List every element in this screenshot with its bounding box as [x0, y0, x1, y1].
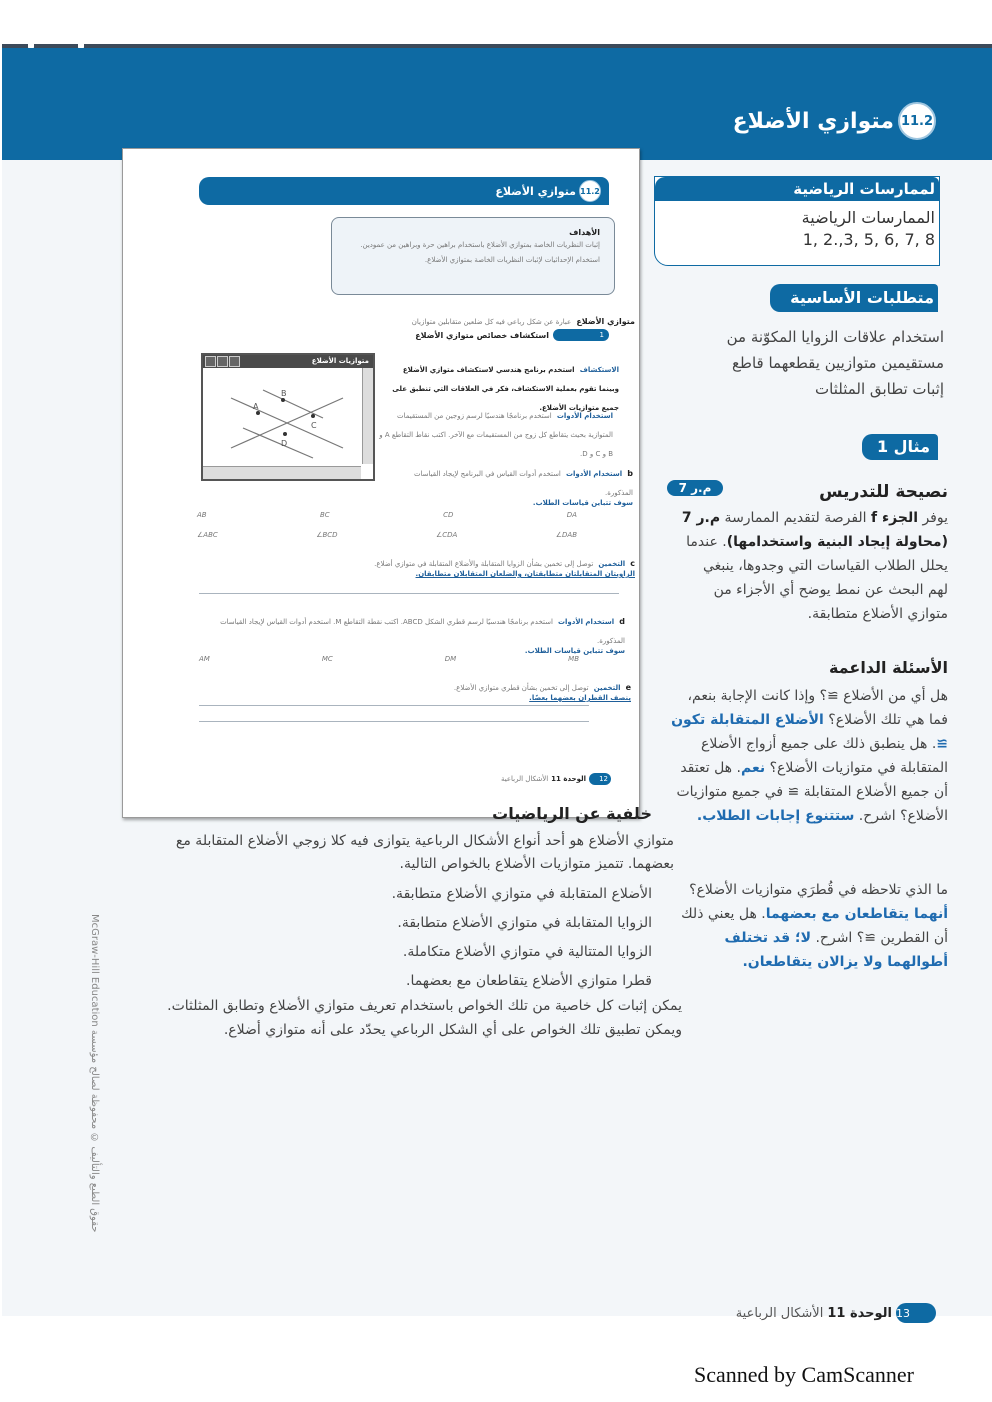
- example-label: مثال 1: [862, 434, 938, 460]
- property-item: الزوايا المتتالية في متوازي الأضلاع متكاملة.: [402, 944, 652, 960]
- embedded-title: متوازي الأضلاع: [495, 184, 576, 198]
- measure-field[interactable]: AM: [199, 655, 210, 663]
- teaching-tip-text: [680, 506, 948, 626]
- property-item: الأضلاع المتقابلة في متوازي الأضلاع متطابقة.: [391, 886, 652, 902]
- embedded-page-number: 12: [589, 773, 611, 785]
- measures-row-diagonals: [199, 655, 579, 663]
- prerequisites-title: متطلبات الأساسية: [770, 284, 938, 312]
- part-d-label: استخدام الأدوات: [557, 618, 615, 626]
- part-e-label: التخمين: [593, 684, 621, 692]
- exploration-text: استخدم برنامج هندسي لاستكشاف متوازي الأضلاع وبينما تقوم بعملية الاستكشاف، فكر في العلاقات التي تنطبق على جميع متوازيات الأضلاع.: [392, 366, 619, 412]
- body-text: . هل ينطبق ذلك على جميع أزواج الأضلاع المتقابلة في متوازيات الأضلاع؟: [700, 736, 948, 776]
- measure-field[interactable]: BC: [320, 511, 330, 519]
- definition: [195, 309, 635, 328]
- bold-text: م.ر 7 (محاولة إيجاد البنية واستخدامها): [681, 510, 948, 550]
- activity-number: 1: [553, 329, 609, 341]
- page-number: 13: [896, 1303, 936, 1323]
- copyright-credit: McGraw-Hill Education حقوق الطبع والتأليف © محفوظة لصالح مؤسسة: [89, 914, 100, 1233]
- part-d-answer: سوف تتباين قياسات الطلاب.: [524, 647, 625, 655]
- part-c: [205, 551, 635, 578]
- prerequisite-item: مستقيمين متوازيين يقطعهما قاطع: [732, 354, 944, 372]
- lesson-number-badge: 11.2: [898, 102, 936, 140]
- parallelogram-diagram: [203, 368, 359, 464]
- measure-field[interactable]: DA: [566, 511, 577, 519]
- embedded-student-page: [122, 148, 640, 818]
- property-item: الزوايا المتقابلة في متوازي الأضلاع متطابقة.: [397, 915, 652, 931]
- measures-row-angles: [197, 531, 577, 539]
- part-e-answer: ينصف القطران بعضهما بعضًا.: [529, 694, 631, 702]
- part-c-letter: c: [630, 559, 635, 568]
- practice-badge: م.ر 7: [667, 480, 723, 496]
- answer-highlight: الأضلاع المتقابلة تكون ≅: [671, 712, 948, 752]
- prerequisite-item: استخدام علاقات الزوايا المكوّنة من: [726, 328, 944, 346]
- answer-line: [199, 705, 589, 706]
- svg-text:C: C: [311, 421, 317, 430]
- prerequisites-list: [684, 324, 944, 402]
- answer-line: [199, 593, 619, 594]
- part-b-letter: b: [627, 469, 633, 478]
- part-b-answer: سوف تتباين قياسات الطلاب.: [532, 499, 633, 507]
- svg-text:D: D: [281, 439, 288, 448]
- unit-label: الوحدة 11: [827, 1305, 892, 1321]
- part-d: [195, 609, 625, 655]
- supporting-questions-title: الأسئلة الداعمة: [828, 658, 948, 677]
- measure-field[interactable]: ∠ABC: [197, 531, 218, 539]
- goal-item: استخدام الإحداثيات لإثبات النظريات الخاصة بمتوازي الأضلاع.: [424, 256, 600, 264]
- part-e-letter: e: [625, 683, 631, 692]
- part-b: [393, 461, 633, 507]
- part-d-text: استخدم برنامجًا هندسيًا لرسم قطري الشكل ABCD. اكتب نقطة التقاطع M. استخدم أدوات القياس لإيجاد القياسات المذكورة.: [220, 618, 625, 645]
- math-background-title: خلفية عن الرياضيات: [492, 804, 652, 823]
- definition-term: متوازي الأضلاع: [576, 317, 635, 326]
- embedded-footer: [501, 773, 611, 785]
- goals-box: [331, 217, 615, 295]
- vertical-scrollbar[interactable]: [362, 368, 373, 464]
- part-c-label: التخمين: [598, 560, 626, 568]
- part-a-text: استخدم برنامجًا هندسيًا لرسم زوجين من المستقيمات المتوازية بحيث يتقاطع كل زوج من المستقيمات مع الآخر. اكتب نقاط التقاطع A و B و C و D.: [379, 412, 613, 458]
- part-b-label: استخدام الأدوات: [565, 470, 623, 478]
- measure-field[interactable]: ∠DAB: [555, 531, 577, 539]
- goals-title: الأهداف: [569, 228, 600, 237]
- answer-line: [199, 721, 589, 722]
- math-practices-box: [654, 176, 940, 266]
- definition-text: عبارة عن شكل رباعي فيه كل ضلعين متقابلين متوازيان: [411, 318, 572, 326]
- part-b-text: استخدم أدوات القياس في البرنامج لإيجاد القياسات المذكورة.: [413, 470, 633, 497]
- measure-field[interactable]: MB: [568, 655, 579, 663]
- embedded-unit-label: الوحدة 11: [551, 775, 586, 783]
- lesson-title-text: متوازي الأضلاع: [732, 108, 894, 134]
- part-a-label: استخدام الأدوات: [556, 412, 613, 420]
- math-background-closing: يمكن إثبات كل خاصية من تلك الخواص باستخدام تعريف متوازي الأضلاع وتطابق المثلثات. ويمكن تطبيق تلك الخواص على أي الشكل الرباعي يحدّد على أنه متوازي أضلاع.: [167, 998, 682, 1038]
- answer-highlight: لا؛ قد تختلف أطوالهما ولا يزالان يتقاطعان.: [724, 930, 948, 970]
- supporting-question-2: [672, 878, 948, 974]
- body-text: الفرصة لتقديم الممارسة: [720, 510, 872, 526]
- activity-heading: [415, 329, 609, 341]
- maximize-icon[interactable]: [217, 356, 228, 367]
- body-text: هل أي من الأضلاع ≅؟ وإذا كانت الإجابة بنعم، فما هي تلك الأضلاع؟: [687, 688, 948, 728]
- measure-field[interactable]: MC: [321, 655, 333, 663]
- embedded-header: [199, 177, 609, 205]
- window-title: متوازيات الأضلاع: [311, 357, 369, 365]
- activity-title: استكشاف خصائص متوازي الأضلاع: [415, 330, 549, 340]
- measure-field[interactable]: AB: [197, 511, 207, 519]
- lesson-title: [733, 102, 936, 140]
- textbook-page: [2, 44, 992, 1321]
- part-a: [373, 403, 613, 460]
- math-practices-label: الممارسات الرياضية: [801, 208, 935, 227]
- scanner-watermark: Scanned by CamScanner: [694, 1362, 914, 1387]
- part-c-answer: الزاويتان المتقابلتان متطابقتان، والضلعان المتقابلان متطابقان.: [415, 570, 635, 578]
- window-titlebar: [203, 355, 373, 368]
- svg-text:A: A: [253, 402, 259, 411]
- measures-row-sides: [197, 511, 577, 519]
- supporting-question-1: [670, 684, 948, 828]
- part-e-text: توصل إلى تخمين بشأن قطري متوازي الأضلاع.: [453, 684, 589, 692]
- part-c-text: توصل إلى تخمين بشأن الزوايا المتقابلة والأضلاع المتقابلة في متوازي أضلاع.: [374, 560, 594, 568]
- math-background-intro: متوازي الأضلاع هو أحد أنواع الأشكال الرباعية يتوازى فيه كلا زوجي الأضلاع المتقابلة مع بعضهما. تتميز متوازيات الأضلاع بالخواص التالية.: [175, 833, 674, 872]
- body-text: يوفر: [918, 510, 948, 526]
- bold-text: الجزء f: [871, 510, 918, 526]
- part-e: [201, 675, 631, 702]
- goal-item: إثبات النظريات الخاصة بمتوازي الأضلاع باستخدام براهين حرة وبراهين من عمودين.: [360, 241, 600, 249]
- math-practices-numbers: 1, 2.,3, 5, 6, 7, 8: [802, 230, 935, 249]
- math-background-properties: [166, 880, 652, 996]
- measure-field[interactable]: CD: [443, 511, 454, 519]
- body-text: . هل يعني ذلك أن القطرين ≅؟ اشرح.: [681, 906, 948, 946]
- property-item: قطرا متوازي الأضلاع يتقاطعان مع بعضهما.: [406, 973, 652, 989]
- measure-field[interactable]: ∠CDA: [435, 531, 458, 539]
- measure-field[interactable]: ∠BCD: [316, 531, 338, 539]
- body-text: ما الذي تلاحظه في قُطرَي متوازيات الأضلاع؟: [689, 882, 948, 898]
- body-text: . هل تعتقد أن جميع الأضلاع المتقابلة ≅ في جميع متوازيات الأضلاع؟ اشرح.: [676, 760, 948, 824]
- embedded-lesson-badge: 11.2: [579, 180, 601, 202]
- unit-title: الأشكال الرباعية: [735, 1305, 824, 1321]
- prerequisite-item: إثبات تطابق المثلثات: [815, 380, 944, 398]
- close-icon[interactable]: [229, 356, 240, 367]
- measure-field[interactable]: DM: [444, 655, 457, 663]
- geometry-software-window: [201, 353, 375, 481]
- minimize-icon[interactable]: [205, 356, 216, 367]
- svg-text:B: B: [281, 389, 287, 398]
- exploration-label: الاستكشاف: [579, 366, 619, 374]
- embedded-unit-title: الأشكال الرباعية: [500, 775, 549, 783]
- answer-highlight: نعم: [740, 760, 766, 776]
- part-d-letter: d: [619, 617, 625, 626]
- horizontal-scrollbar[interactable]: [203, 466, 361, 479]
- answer-highlight: ستتنوع إجابات الطلاب.: [696, 808, 855, 824]
- page-footer: [736, 1303, 936, 1323]
- answer-highlight: أنهما يتقاطعان مع بعضهما: [765, 906, 948, 922]
- body-text: . عندما يحلل الطلاب القياسات التي وجدوها، ينبغي لهم البحث عن نمط يوضح أي الأجزاء من متوازي الأضلاع متطابقة.: [686, 534, 948, 622]
- math-practices-title: لممارسات الرياضية: [655, 177, 939, 201]
- teaching-tip-title: نصيحة للتدريس: [819, 482, 948, 502]
